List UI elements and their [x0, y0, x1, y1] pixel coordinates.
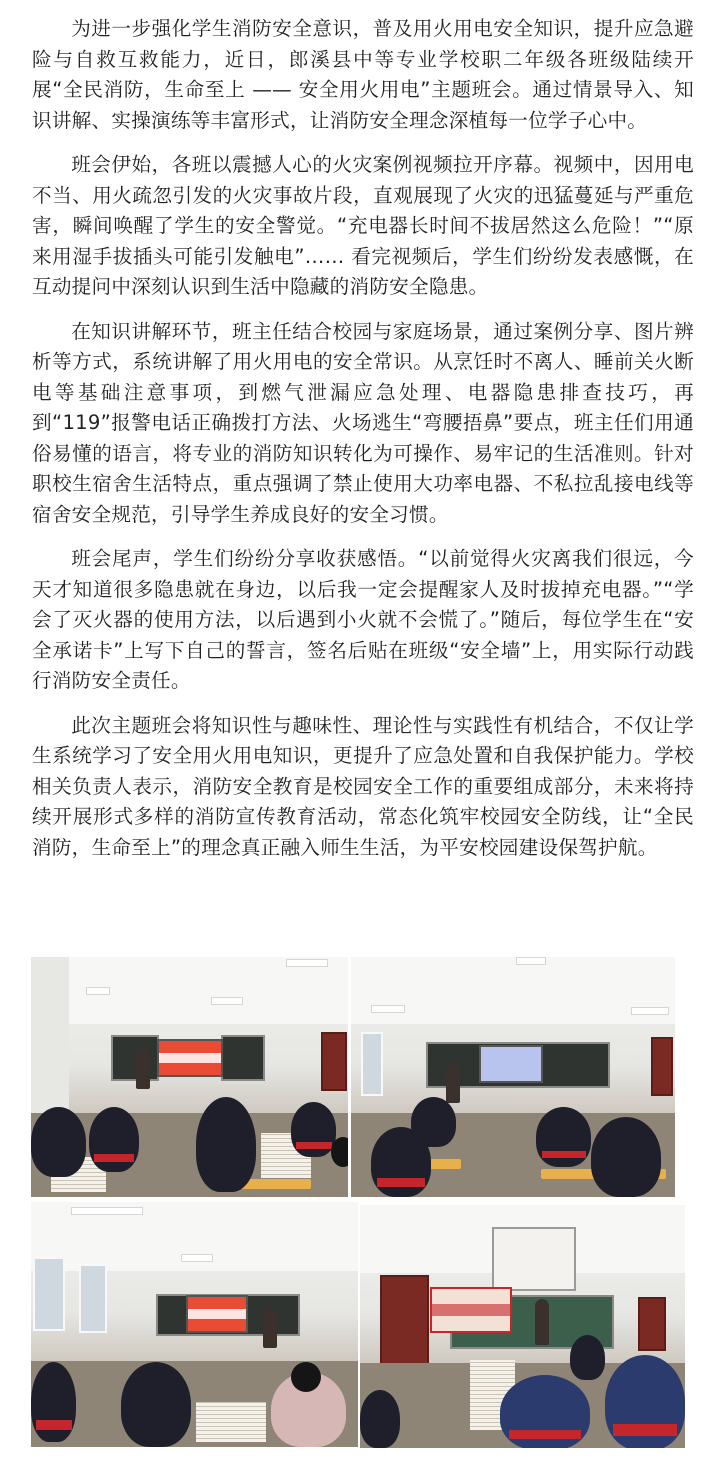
- student-figure: [605, 1355, 685, 1448]
- blackboard: [221, 1035, 265, 1081]
- paragraph-2: 班会伊始，各班以震撼人心的火灾案例视频拉开序幕。视频中，因用电不当、用火疏忽引发的火灾事故片段，直观展现了火灾的迅猛蔓延与严重危害，瞬间唤醒了学生的安全警觉。“充电器长时间不拔居然这么危险！”“原来用湿手拔插头可能引发触电”…… 看完视频后，学生们纷纷发表感慨，在互动提问中深刻认识到生活中隐藏的消防安全隐患。: [32, 153, 694, 298]
- ceiling-lamp: [631, 1007, 669, 1015]
- student-figure: [31, 1107, 86, 1177]
- student-figure: [360, 1390, 400, 1448]
- classroom-door: [321, 1032, 347, 1091]
- ceiling-lamp: [371, 1005, 405, 1013]
- student-head: [291, 1362, 321, 1392]
- student-head: [331, 1137, 348, 1167]
- teacher-figure: [535, 1299, 549, 1345]
- classroom-photo-4: [360, 1205, 685, 1448]
- projector-screen: [186, 1295, 248, 1333]
- student-figure: [500, 1375, 590, 1448]
- ceiling-lamp: [71, 1207, 143, 1215]
- ceiling-lamp: [286, 959, 328, 967]
- blackboard: [111, 1035, 159, 1081]
- teacher-figure: [446, 1063, 460, 1103]
- student-figure: [536, 1107, 591, 1167]
- ceiling-lamp: [86, 987, 110, 995]
- student-figure: [570, 1335, 605, 1380]
- ceiling: [351, 957, 675, 1024]
- projector-screen: [479, 1045, 543, 1083]
- student-figure: [411, 1097, 456, 1147]
- classroom-door: [380, 1275, 429, 1374]
- display-screen: [430, 1287, 512, 1333]
- student-figure: [591, 1117, 661, 1197]
- ceiling-lamp: [211, 997, 243, 1005]
- paragraph-5: 此次主题班会将知识性与趣味性、理论性与实践性有机结合，不仅让学生系统学习了安全用火用电知识，更提升了应急处置和自我保护能力。学校相关负责人表示，消防安全教育是校园安全工作的重要组成部分，未来将持续开展形式多样的消防宣传教育活动，常态化筑牢校园安全防线，让“全民消防，生命至上”的理念真正融入师生生活，为平安校园建设保驾护航。: [32, 713, 694, 859]
- photo-grid: [31, 957, 686, 1452]
- classroom-door: [651, 1037, 673, 1096]
- ceiling-lamp: [516, 957, 546, 965]
- student-figure: [291, 1102, 336, 1157]
- pulldown-screen: [492, 1227, 576, 1291]
- article-body: [32, 14, 694, 877]
- paragraph-4: 班会尾声，学生们纷纷分享收获感悟。“以前觉得火灾离我们很远，今天才知道很多隐患就在身边，以后我一定会提醒家人及时拔掉充电器。”“学会了灭火器的使用方法，以后遇到小火就不会慌了。”随后，每位学生在“安全承诺卡”上写下自己的誓言，签名后贴在班级“安全墙”上，用实际行动践行消防安全责任。: [32, 547, 694, 692]
- paragraph-3: 在知识讲解环节，班主任结合校园与家庭场景，通过案例分享、图片辨析等方式，系统讲解了用火用电的安全常识。从烹饪时不离人、睡前关火断电等基础注意事项，到燃气泄漏应急处理、电器隐患排查技巧，再到“119”报警电话正确拨打方法、火场逃生“弯腰捂鼻”要点，班主任们用通俗易懂的语言，将专业的消防知识转化为可操作、易牢记的生活准则。针对职校生宿舍生活特点，重点强调了禁止使用大功率电器、不私拉乱接电线等宿舍安全规范，引导学生养成良好的安全习惯。: [32, 319, 694, 526]
- ceiling: [31, 957, 348, 1024]
- student-figure: [31, 1362, 76, 1442]
- student-figure: [89, 1107, 139, 1172]
- classroom-door: [638, 1297, 666, 1351]
- classroom-photo-2: [351, 957, 675, 1197]
- student-figure: [196, 1097, 256, 1192]
- paragraph-1: 为进一步强化学生消防安全意识，普及用火用电安全知识，提升应急避险与自救互救能力，近日，郎溪县中等专业学校职二年级各班级陆续开展“全民消防，生命至上 —— 安全用火用电”主题班会。通过情景导入、知识讲解、实操演练等丰富形式，让消防安全理念深植每一位学子心中。: [32, 17, 694, 132]
- window: [79, 1264, 107, 1333]
- window: [361, 1032, 383, 1096]
- projector-screen: [157, 1039, 223, 1077]
- teacher-figure: [263, 1308, 277, 1348]
- teacher-figure: [136, 1049, 150, 1089]
- window: [33, 1257, 65, 1331]
- book-stack: [196, 1402, 266, 1442]
- classroom-photo-3: [31, 1202, 358, 1447]
- classroom-photo-1: [31, 957, 348, 1197]
- ceiling-lamp: [181, 1254, 213, 1262]
- student-figure: [121, 1362, 191, 1447]
